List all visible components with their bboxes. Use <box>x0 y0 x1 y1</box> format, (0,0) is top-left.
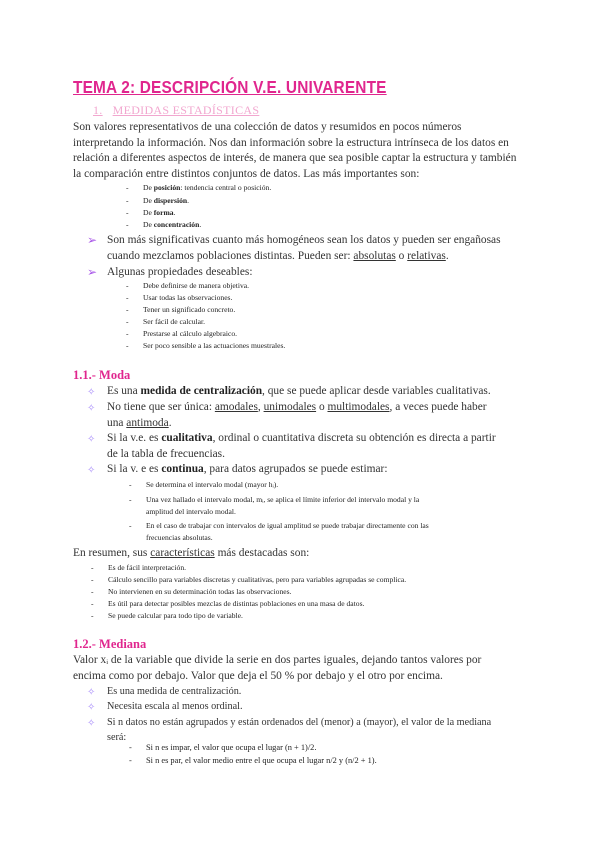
diamond-bullet-icon: ✧ <box>87 702 96 713</box>
list-item: - En el caso de trabajar con intervalos de igual amplitud se puede trabajar directamente con las <box>129 521 429 530</box>
section-heading-medidas <box>93 103 259 118</box>
heading-moda: 1.1.- Moda <box>73 368 131 382</box>
list-item: - Debe definirse de manera objetiva. <box>126 281 250 290</box>
arrow-bullet-icon: ➢ <box>87 233 98 247</box>
list-item: - Ser poco sensible a las actuaciones muestrales. <box>126 341 286 350</box>
diamond-bullet-icon: ✧ <box>87 718 96 729</box>
intro-paragraph: Son valores representativos de una colección de datos y resumidos en pocos números interpretando la información. Nos dan información sobre la estructura intrínseca de los datos en relación a diferentes aspectos de interés, de manera que sea posible captar la estructura y también la comparación entre distintos conjuntos de datos. Las más importantes son: <box>73 121 517 180</box>
list-item: - Si n es impar, el valor que ocupa el lugar (n + 1)/2. <box>129 743 317 752</box>
list-item: - De forma. <box>126 208 176 217</box>
list-item: - Una vez hallado el intervalo modal, mᵢ, se aplica el límite inferior del intervalo modal y la <box>129 495 420 504</box>
diamond-bullet-icon: ✧ <box>87 687 96 698</box>
list-item: - De posición: tendencia central o posición. <box>126 183 272 192</box>
list-item: - De concentración. <box>126 220 202 229</box>
list-item: - Se determina el intervalo modal (mayor hᵢ). <box>129 480 279 489</box>
list-item: - De dispersión. <box>126 196 190 205</box>
page-title: TEMA 2: DESCRIPCIÓN V.E. UNIVARENTE <box>73 77 387 97</box>
list-item: - Usar todas las observaciones. <box>126 293 233 302</box>
list-item-continuation: frecuencias absolutas. <box>146 533 213 542</box>
list-item: - Se puede calcular para todo tipo de variable. <box>91 611 243 620</box>
list-item: - No intervienen en su determinación todas las observaciones. <box>91 587 292 596</box>
diamond-bullet-icon: ✧ <box>87 403 96 414</box>
moda-bullet: ✧ Es una medida de centralización, que se puede aplicar desde variables cualitativas. <box>107 384 491 400</box>
list-item: - Ser fácil de calcular. <box>126 317 205 326</box>
arrow-bullet-icon: ➢ <box>87 265 98 279</box>
moda-summary: En resumen, sus características más destacadas son: <box>73 547 310 559</box>
diamond-bullet-icon: ✧ <box>87 387 96 398</box>
moda-bullet: ✧ No tiene que ser única: amodales, unimodales o multimodales, a veces puede haber una antimoda. <box>87 401 487 429</box>
list-item-continuation: amplitud del intervalo modal. <box>146 507 236 516</box>
list-item: - Si n es par, el valor medio entre el que ocupa el lugar n/2 y (n/2 + 1). <box>129 756 377 765</box>
mediana-bullet: ✧ Si n datos no están agrupados y están ordenados del (menor) a (mayor), el valor de la mediana será: <box>87 717 492 743</box>
list-item: - Prestarse al cálculo algebraico. <box>126 329 238 338</box>
mediana-definition: Valor xᵢ de la variable que divide la serie en dos partes iguales, dejando tantos valores por encima como por debajo. Valor que deja el 50 % por debajo y el otro por encima. <box>73 654 482 682</box>
moda-bullet: ✧ Si la v.e. es cualitativa, ordinal o cuantitativa discreta su obtención es directa a partir de la tabla de frecuencias. <box>87 432 496 460</box>
mediana-bullet: ✧ Es una medida de centralización. <box>87 686 242 698</box>
mediana-bullet: ✧ Necesita escala al menos ordinal. <box>87 701 243 713</box>
section-number: 1. <box>93 103 103 117</box>
section-label: MEDIDAS ESTADÍSTICAS <box>112 103 260 117</box>
diamond-bullet-icon: ✧ <box>87 434 96 445</box>
arrow-bullet-significance: ➢ Son más significativas cuanto más homogéneos sean los datos y pueden ser engañosas cuando mezclamos poblaciones distintas. Pueden ser: absolutas o relativas. <box>87 233 501 262</box>
heading-mediana: 1.2.- Mediana <box>73 637 147 651</box>
list-item: - Cálculo sencillo para variables discretas y cualitativas, pero para variables agrupadas se complica. <box>91 575 407 584</box>
list-item: - Tener un significado concreto. <box>126 305 236 314</box>
arrow-bullet-properties: ➢ Algunas propiedades deseables: <box>87 265 253 279</box>
list-item: - Es de fácil interpretación. <box>91 563 187 572</box>
diamond-bullet-icon: ✧ <box>87 465 96 476</box>
list-item: - Es útil para detectar posibles mezclas de distintas poblaciones en una masa de datos. <box>91 599 365 608</box>
moda-bullet: ✧ Si la v. e es continua, para datos agrupados se puede estimar: <box>107 462 388 478</box>
